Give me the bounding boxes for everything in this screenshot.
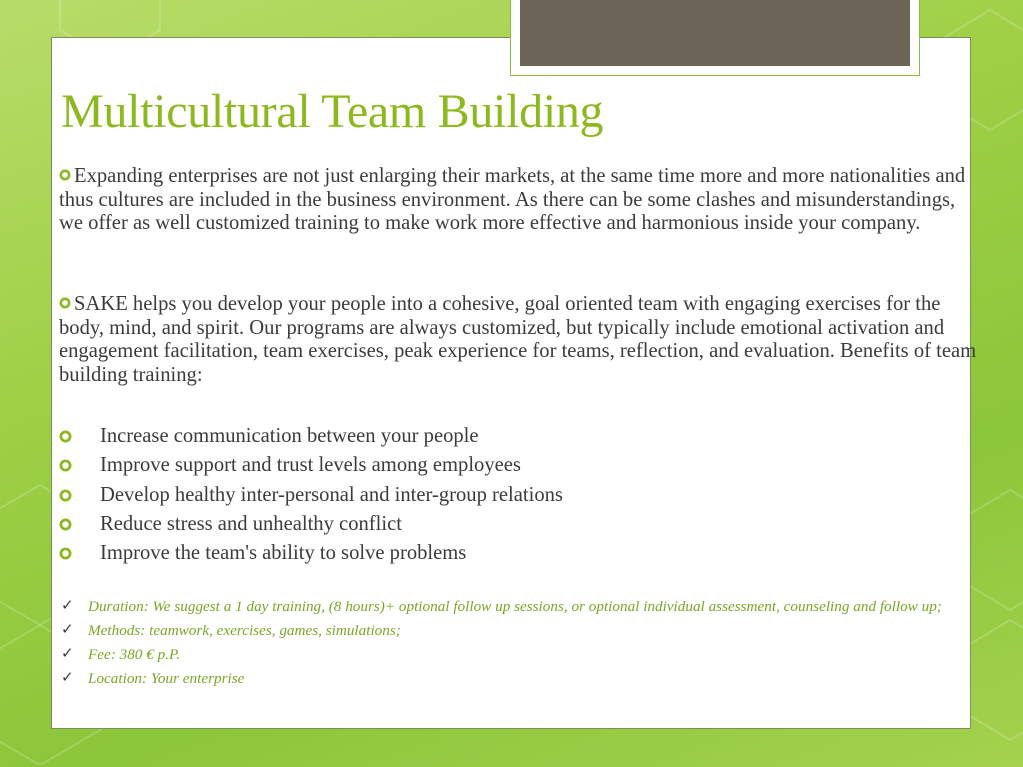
benefit-text: Develop healthy inter-personal and inter-group relations [100, 483, 563, 506]
ring-bullet-icon [59, 169, 71, 181]
benefits-list [59, 422, 563, 568]
header-photo-frame [510, 0, 920, 76]
checkmark-icon: ✓ [61, 670, 74, 686]
training-details-list [59, 597, 969, 693]
intro-paragraph [59, 165, 979, 236]
ring-bullet-icon [59, 547, 72, 560]
checkmark-icon: ✓ [61, 598, 74, 614]
sake-paragraph [59, 293, 979, 387]
detail-duration [59, 597, 969, 617]
detail-fee [59, 645, 969, 665]
checkmark-icon: ✓ [61, 646, 74, 662]
sake-paragraph-text: SAKE helps you develop your people into a cohesive, goal oriented team with engaging exercises for the body, mind, and spirit. Our programs are always customized, but typically include emotional activation and engagement facilitation, team exercises, peak experience for teams, reflection, and evaluation. Benefits of team building training: [59, 293, 977, 386]
detail-text: Fee: 380 € p.P. [88, 646, 181, 663]
checkmark-icon: ✓ [61, 622, 74, 638]
ring-bullet-icon [59, 518, 72, 531]
header-photo [520, 0, 910, 66]
detail-text: Location: Your enterprise [88, 670, 245, 687]
list-item [59, 539, 563, 568]
benefit-text: Increase communication between your people [100, 425, 479, 447]
ring-bullet-icon [59, 459, 72, 472]
benefit-text: Improve support and trust levels among employees [100, 454, 521, 477]
list-item [59, 481, 563, 510]
ring-bullet-icon [59, 489, 72, 502]
benefit-text: Reduce stress and unhealthy conflict [100, 512, 402, 535]
ring-bullet-icon [59, 297, 71, 309]
detail-text: Methods: teamwork, exercises, games, simulations; [88, 622, 401, 639]
detail-methods [59, 621, 969, 641]
benefit-text: Improve the team's ability to solve problems [100, 542, 467, 565]
slide-title: Multicultural Team Building [61, 85, 604, 138]
intro-paragraph-text: Expanding enterprises are not just enlarging their markets, at the same time more and more nationalities and thus cultures are included in the business environment. As there can be some clashes and misunderstandings, we offer as well customized training to make work more effective and harmonious inside your company. [59, 165, 966, 235]
ring-bullet-icon [59, 430, 72, 443]
list-item [59, 451, 563, 480]
list-item [59, 510, 563, 539]
list-item [59, 422, 563, 451]
detail-text: Duration: We suggest a 1 day training, (8 hours)+ optional follow up sessions, or optional individual assessment, counseling and follow up; [88, 598, 942, 615]
detail-location [59, 669, 969, 689]
